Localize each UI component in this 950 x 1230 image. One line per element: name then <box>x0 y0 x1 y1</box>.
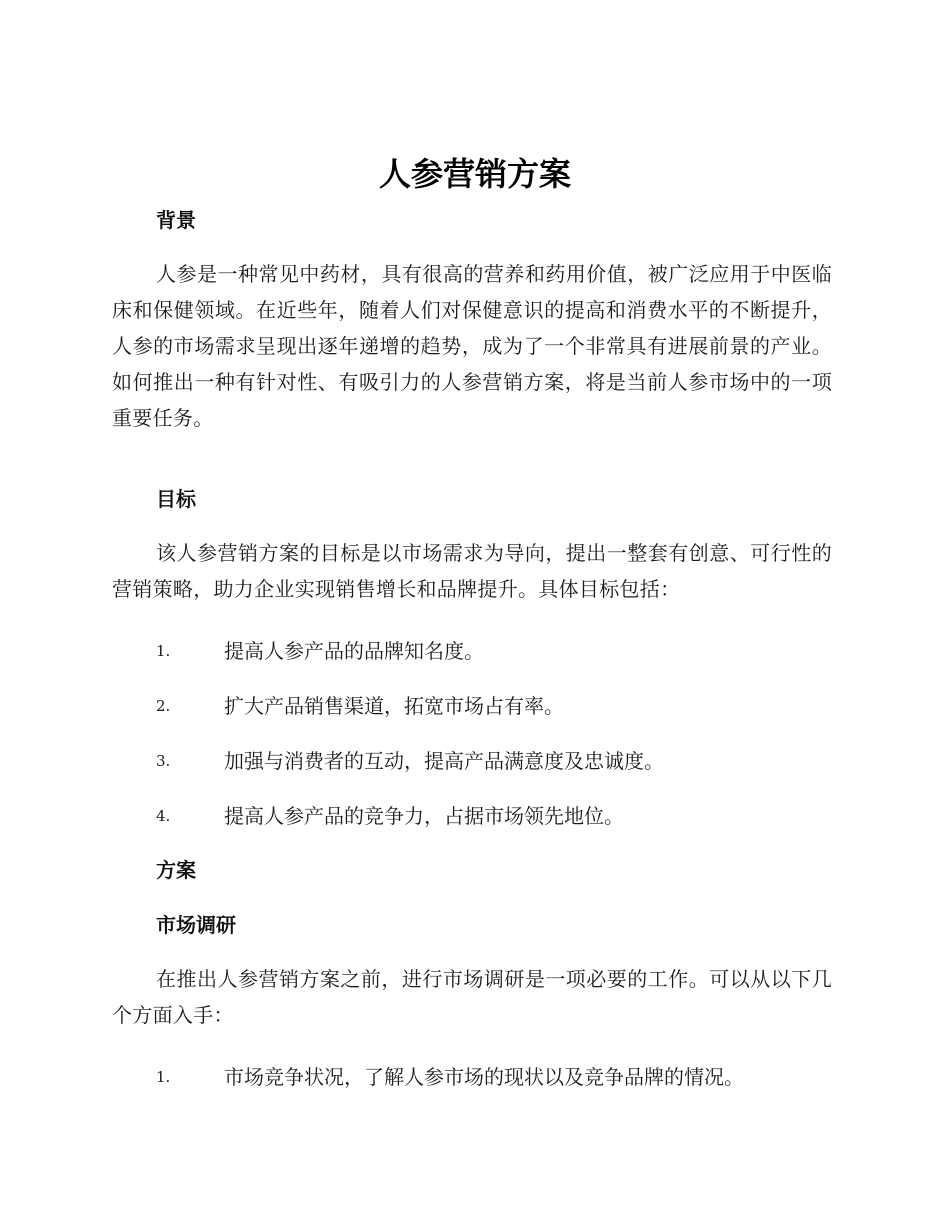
section-heading-plan: 方案 <box>156 858 196 882</box>
list-item-number: 2. <box>156 697 171 715</box>
list-item-number: 1. <box>156 1068 171 1086</box>
list-item-number: 1. <box>156 642 171 660</box>
list-item-text: 扩大产品销售渠道，拓宽市场占有率。 <box>224 694 564 718</box>
background-paragraph: 人参是一种常见中药材，具有很高的营养和药用价值，被广泛应用于中医临床和保健领域。在近些年，随着人们对保健意识的提高和消费水平的不断提升，人参的市场需求呈现出逐年递增的趋势，成为了一个非常具有进展前景的产业。如何推出一种有针对性、有吸引力的人参营销方案，将是当前人参市场中的一项重要任务。 <box>112 262 832 430</box>
section-heading-background: 背景 <box>156 208 196 232</box>
market-research-paragraph: 在推出人参营销方案之前，进行市场调研是一项必要的工作。可以从以下几个方面入手： <box>112 967 832 1027</box>
list-item-text: 提高人参产品的竞争力，占据市场领先地位。 <box>224 804 624 828</box>
goals-list-item <box>156 634 836 668</box>
list-item-text: 市场竞争状况，了解人参市场的现状以及竞争品牌的情况。 <box>224 1065 744 1089</box>
list-item-number: 3. <box>156 752 171 770</box>
list-item-text: 提高人参产品的品牌知名度。 <box>224 639 484 663</box>
list-item-number: 4. <box>156 807 171 825</box>
goals-list-item <box>156 799 836 833</box>
goals-list-item <box>156 744 836 778</box>
research-list-item <box>156 1060 836 1094</box>
section-heading-market-research: 市场调研 <box>156 913 236 937</box>
list-item-text: 加强与消费者的互动，提高产品满意度及忠诚度。 <box>224 749 664 773</box>
document-title: 人参营销方案 <box>378 155 571 193</box>
goals-list-item <box>156 689 836 723</box>
goals-paragraph: 该人参营销方案的目标是以市场需求为导向，提出一整套有创意、可行性的营销策略，助力企业实现销售增长和品牌提升。具体目标包括： <box>112 541 832 601</box>
section-heading-goals: 目标 <box>156 487 196 511</box>
